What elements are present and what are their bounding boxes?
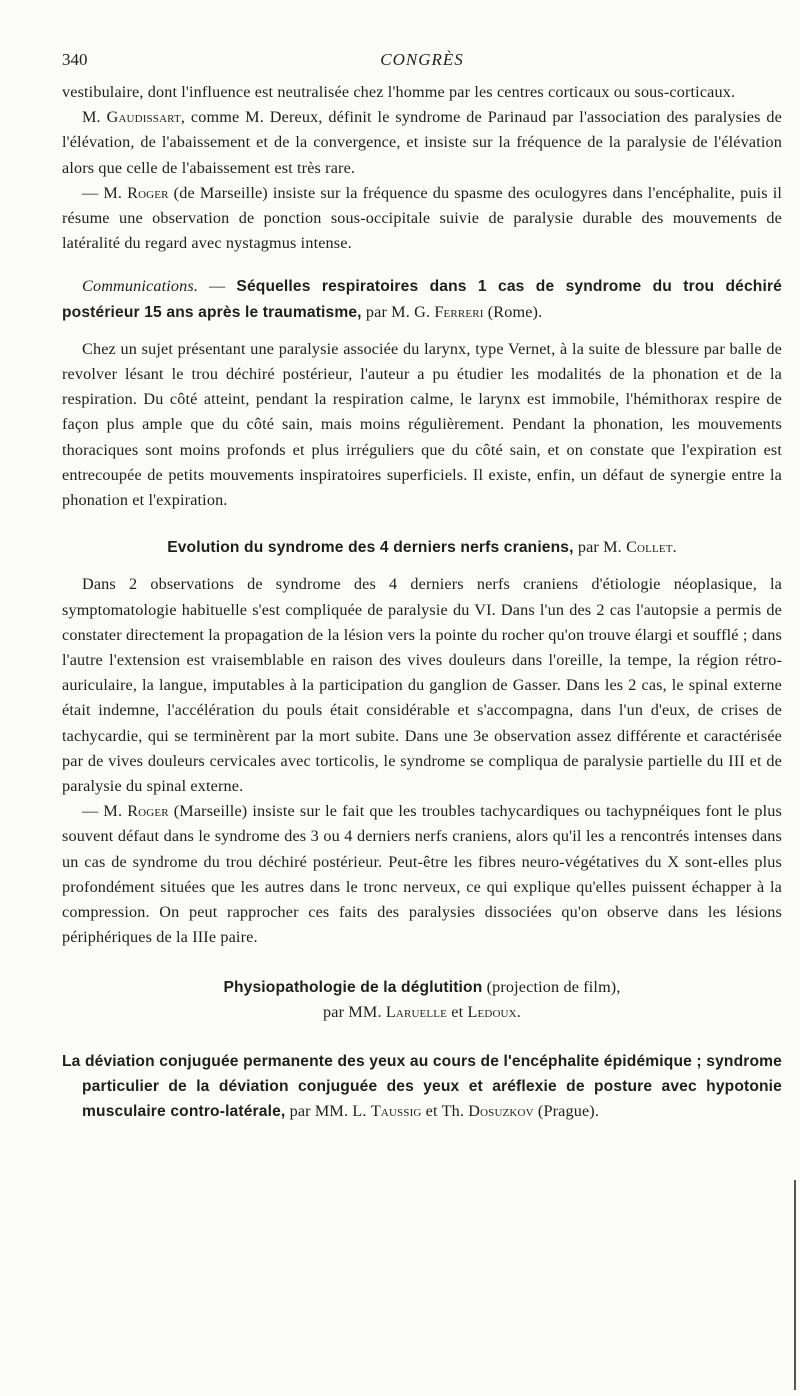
paragraph-collet: Dans 2 observations de syndrome des 4 derniers nerfs craniens d'étiologie néoplasique, la symptomatologie habituelle s'est compliquée de paralysie du VI. Dans l'un des 2 cas l'autopsie a permis de constater directement la propagation de la lésion vers la pointe du rocher qu'on trouve élargi et soufflé ; dans l'autre l'extension est vraisemblable en raison des vives douleurs dans l'oreille, la tempe, la région rétro-auriculaire, la langue, imputables à la participation du ganglion de Gasser. Dans les 2 cas, le spinal externe était indemne, l'accélération du pouls était considérable et s'accompagna, dans l'un d'eux, de crises de tachycardie, qui se terminèrent par la mort subite. Dans une 3e observation assez différente et caractérisée par de vives douleurs cervicales avec torticolis, le syndrome se compliqua de paralysie partielle du III et de paralysie du spinal externe.	[62, 575, 782, 796]
text: par MM.	[323, 1002, 386, 1021]
author-name: Dosuzkov	[468, 1102, 534, 1121]
section-title: La déviation conjuguée permanente des yeux au cours de l'encéphalite épidémique ; syndrome particulier de la déviation conjuguée des yeux et aréflexie de posture avec hypotonie musculaire contro-latérale,	[62, 1052, 782, 1121]
author-name: Dereux	[269, 108, 319, 127]
text: par M.	[573, 538, 627, 557]
section-title: Evolution du syndrome des 4 derniers nerfs craniens,	[167, 539, 574, 557]
author-name: Roger	[127, 183, 169, 202]
communication-heading	[62, 274, 782, 324]
text: .	[516, 1002, 521, 1021]
text: (Prague).	[533, 1102, 600, 1121]
text: (Rome).	[483, 302, 543, 321]
author-name: Taussig	[370, 1102, 422, 1121]
text: et	[447, 1002, 468, 1021]
author-name: Ferreri	[434, 302, 484, 321]
text: , définit le syndrome de Parinaud par l'association des paralysies de l'élévation, de l'abaissement et de la convergence, et insiste sur la fréquence de la paralysie de l'élévation alors que celle de l'abaissement est très rare.	[62, 108, 782, 177]
paragraph-continuation: vestibulaire, dont l'influence est neutralisée chez l'homme par les centres corticaux ou sous-corticaux.	[62, 83, 736, 101]
author-name: Gaudissart	[106, 108, 181, 127]
author-name: Roger	[127, 802, 169, 821]
text: .	[672, 538, 677, 557]
section-title: Physiopathologie de la déglutition	[223, 978, 483, 996]
page-number: 340	[62, 50, 88, 69]
author-name: Laruelle	[385, 1002, 448, 1021]
text: , comme M.	[180, 108, 270, 127]
text: (Marseille) insiste sur le fait que les troubles tachycardiques ou tachypnéiques font le plus souvent défaut dans le syndrome des 3 ou 4 derniers nerfs craniens, alors qu'il les a rencontrés intenses dans un cas de syndrome du trou déchiré postérieur. Peut-être les fibres neuro-végétatives du X sont-elles plus profondément situées que les autres dans le tronc nerveux, ce qui explique qu'elles puissent échapper à la compression. On peut rapprocher ces faits des paralysies dissociées qu'on observe dans les lésions périphériques de la IIIe paire.	[62, 802, 782, 947]
paragraph-gaudissart	[62, 105, 782, 181]
section-heading-deglutition	[62, 975, 782, 1000]
text: par MM. L.	[285, 1102, 371, 1121]
communication-title: Séquelles respiratoires dans 1 cas de syndrome du trou déchiré postérieur 15 ans après le traumatisme,	[62, 278, 782, 321]
paragraph-ferreri: Chez un sujet présentant une paralysie associée du larynx, type Vernet, à la suite de blessure par balle de revolver lésant le trou déchiré postérieur, l'auteur a pu étudier les modalités de la phonation et de la respiration. Du côté atteint, pendant la respiration calme, le larynx est immobile, l'hémithorax respire de façon plus ample que du côté sain, mais moins régulièrement. Pendant la phonation, les mouvements thoraciques sont moins profonds et plus irréguliers que du côté sain, et on constate que l'expiration est entrecoupée de petits mouvements inspiratoires superficiels. Il existe, enfin, un défaut de synergie entre la phonation et l'expiration.	[62, 339, 782, 510]
text: —	[198, 277, 237, 296]
section-heading-collet	[62, 535, 782, 560]
running-title: CONGRÈS	[380, 50, 464, 69]
text: — M.	[82, 183, 128, 202]
section-authors-deglutition	[62, 1000, 782, 1025]
author-name: Ledoux	[467, 1002, 517, 1021]
section-heading-deviation	[62, 1049, 782, 1125]
text: M.	[82, 108, 107, 127]
page	[62, 50, 782, 1125]
paragraph-roger-1	[62, 181, 782, 257]
text: (projection de film),	[482, 977, 621, 996]
binding-edge-line	[794, 1180, 796, 1390]
text: (de Marseille) insiste sur la fréquence du spasme des oculogyres dans l'encéphalite, puis il résume une observation de ponction sous-occipitale suivie de paralysie durable des mouvements de latéralité du regard avec nystagmus intense.	[62, 183, 782, 253]
author-name: Collet	[626, 538, 673, 557]
text: par M. G.	[361, 302, 435, 321]
text: — M.	[82, 802, 128, 821]
running-header	[62, 50, 782, 80]
paragraph-roger-2	[62, 799, 782, 950]
text: et Th.	[421, 1102, 469, 1121]
communications-label: Communications.	[82, 277, 199, 296]
